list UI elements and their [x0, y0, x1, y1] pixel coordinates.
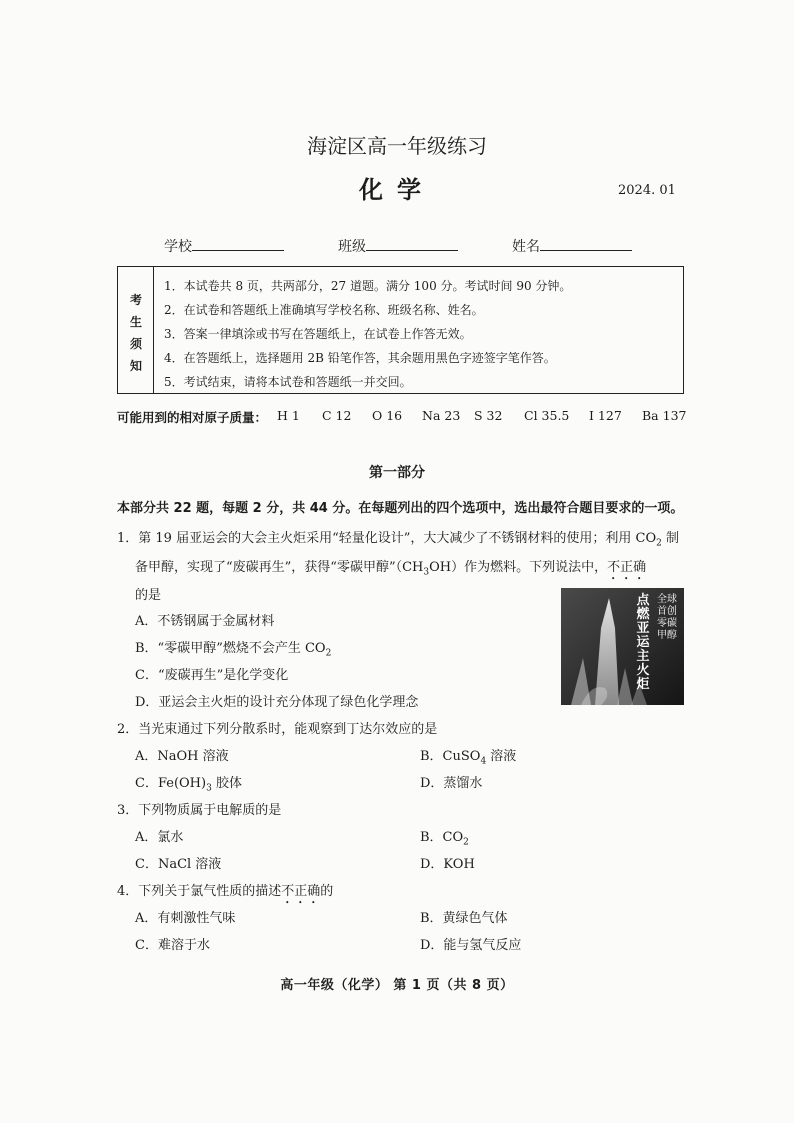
- q1-option-b-text: B．“零碳甲醇”燃烧不会产生 CO: [135, 641, 326, 656]
- q3-option-b: [420, 826, 469, 848]
- notice-rule: 1．本试卷共 8 页，共两部分，27 道题。满分 100 分。考试时间 90 分钟。: [164, 279, 572, 293]
- q2-option-c: [135, 772, 242, 794]
- notice-rule: 3．答案一律填涂或书写在答题纸上，在试卷上作答无效。: [164, 327, 472, 341]
- subject-title: 化学: [359, 175, 435, 204]
- question-2-stem: 2．当光束通过下列分散系时，能观察到丁达尔效应的是: [117, 722, 438, 737]
- atomic-masses: [117, 408, 687, 426]
- school-blank: [192, 236, 284, 251]
- q1-option-c: C．“废碳再生”是化学变化: [135, 668, 289, 683]
- question-1-stem-line-2: [135, 556, 646, 583]
- q2-option-b: [420, 745, 516, 767]
- notice-label-char: 知: [129, 359, 142, 373]
- name-label: 姓名: [512, 239, 540, 255]
- class-label: 班级: [338, 239, 366, 255]
- q1-negation-emphasis: 不正确: [607, 560, 647, 575]
- subscript: 2: [463, 837, 469, 848]
- q1-text: OH）作为燃料。下列说法中，: [429, 560, 608, 575]
- q1-option-d: D．亚运会主火炬的设计充分体现了绿色化学理念: [135, 695, 419, 710]
- torch-caption-sub: 全球首创零碳甲醇: [657, 594, 677, 641]
- atomic-mass-item: C 12: [322, 408, 352, 423]
- q2-option-b-text: 溶液: [486, 749, 517, 764]
- subscript: 3: [423, 567, 430, 578]
- name-field: [512, 236, 632, 256]
- question-4-stem: [117, 880, 333, 907]
- question-1-stem-line-3: 的是: [135, 588, 162, 603]
- atomic-mass-item: I 127: [589, 408, 622, 423]
- page-footer: 高一年级（化学） 第 1 页（共 8 页）: [280, 978, 514, 993]
- part-title: 第一部分: [369, 465, 425, 481]
- atomic-mass-item: O 16: [372, 408, 403, 423]
- atomic-mass-item: Na 23: [422, 408, 461, 423]
- q4-text: 4．下列关于氯气性质的描述: [117, 884, 282, 899]
- question-1-stem-line-1: [117, 527, 679, 549]
- torch-photo: [561, 588, 684, 705]
- q2-option-b-text: B．CuSO: [420, 749, 481, 764]
- part-instruction: 本部分共 22 题，每题 2 分，共 44 分。在每题列出的四个选项中，选出最符合题目要求的一项。: [117, 501, 684, 516]
- notice-label-char: 须: [129, 337, 142, 351]
- q3-option-b-text: B．CO: [420, 830, 464, 845]
- exam-title: 海淀区高一年级练习: [307, 134, 487, 158]
- notice-rule: 2．在试卷和答题纸上准确填写学校名称、班级名称、姓名。: [164, 303, 484, 317]
- atomic-mass-item: H 1: [277, 408, 300, 423]
- q1-text: 1．第 19 届亚运会的大会主火炬采用“轻量化设计”，大大减少了不锈钢材料的使用；利用 CO: [117, 531, 657, 546]
- q4-option-d: D．能与氢气反应: [420, 938, 522, 953]
- q2-option-d: D．蒸馏水: [420, 776, 483, 791]
- notice-rule: 4．在答题纸上，选择题用 2B 铅笔作答，其余题用黑色字迹签字笔作答。: [164, 351, 556, 365]
- q1-text: 制: [661, 531, 679, 546]
- exam-date: 2024. 01: [618, 183, 676, 198]
- notice-label: [118, 267, 154, 393]
- notice-rule: 5．考试结束，请将本试卷和答题纸一并交回。: [164, 375, 412, 389]
- class-blank: [366, 236, 458, 251]
- q4-negation-emphasis: 不正确: [281, 884, 321, 899]
- q1-option-a: A．不锈钢属于金属材料: [135, 614, 275, 629]
- exam-notice-box: [117, 266, 684, 394]
- notice-label-char: 考: [129, 293, 142, 307]
- q2-option-c-text: C．Fe(OH): [135, 776, 207, 791]
- subscript: 4: [480, 756, 487, 767]
- class-field: [338, 236, 458, 256]
- question-3-stem: 3．下列物质属于电解质的是: [117, 803, 282, 818]
- torch-caption-main: 点燃亚运主火炬: [636, 593, 650, 692]
- notice-label-char: 生: [129, 315, 142, 329]
- school-label: 学校: [164, 239, 192, 255]
- subscript: 2: [656, 538, 662, 549]
- q3-option-a: A．氯水: [135, 830, 184, 845]
- q4-option-a: A．有刺激性气味: [135, 911, 236, 926]
- q1-option-b: [135, 637, 331, 659]
- atomic-masses-label: 可能用到的相对原子质量：: [117, 410, 268, 425]
- q4-option-c: C．难溶于水: [135, 938, 210, 953]
- school-field: [164, 236, 284, 256]
- subscript: 3: [206, 783, 212, 794]
- q4-option-b: B．黄绿色气体: [420, 911, 508, 926]
- q3-option-c: C．NaCl 溶液: [135, 857, 222, 872]
- atomic-mass-item: Cl 35.5: [524, 408, 570, 423]
- q2-option-a: A．NaOH 溶液: [135, 749, 229, 764]
- atomic-mass-item: S 32: [474, 408, 503, 423]
- q4-text: 的: [320, 884, 334, 899]
- q3-option-d: D．KOH: [420, 857, 475, 872]
- subscript: 2: [325, 648, 332, 659]
- name-blank: [540, 236, 632, 251]
- q2-option-c-text: 胶体: [211, 776, 242, 791]
- atomic-mass-item: Ba 137: [642, 408, 687, 423]
- q1-text: 备甲醇，实现了“废碳再生”，获得“零碳甲醇”（CH: [135, 560, 424, 575]
